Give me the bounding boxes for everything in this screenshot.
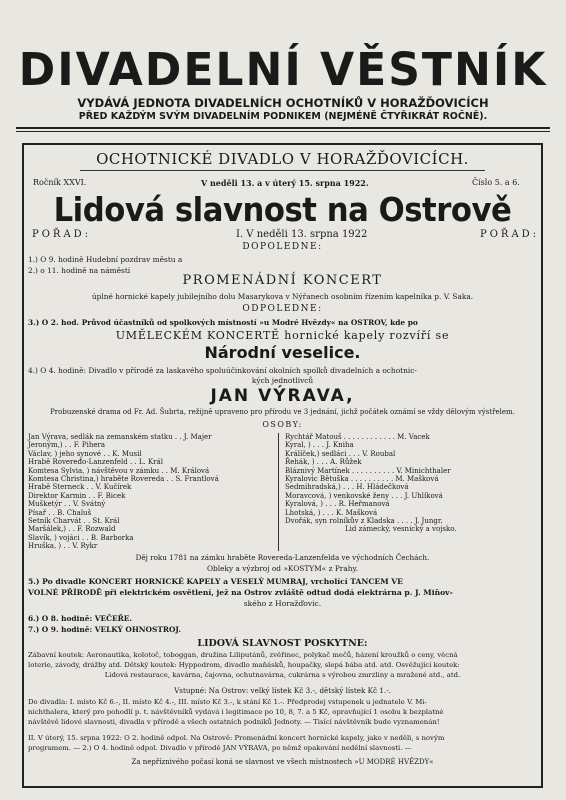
cast-row: Písař . . B. Chaluš [28,508,92,517]
volume: Ročník XXVI. [33,178,87,187]
item-2: 2.) o 11. hodině na náměstí [28,266,131,275]
cast-row: Kyralová, ) . . . R. Heřmanová [285,500,390,509]
item-4: 4.) O 4. hodině: Divadlo v přírodě za laskavého spoluúčinkování okolních spolků divadelních a ochotnic- [28,366,417,375]
cast-row: Václav, ) jeho synové . . K. Musil [28,449,142,458]
day-two-line-2: programem. — 2.) O 4. hodině odpol. Divadlo v přírodě JAN VÝRAVA, po němž opakování nedělní slavnosti. — [28,744,412,752]
costumes-credit: Obleky a výzbroj od »KOSTYM« z Prahy. [206,564,359,573]
day-one-heading: I. V neděli 13. srpna 1922 [236,229,368,240]
cast-row: Mušketýr . . V. Svátný [28,500,106,509]
admission-line-1: Do divadla: I. místo Kč 6.-, II. místo Kč 4.-, III. místo Kč 3.-, k stání Kč 1.-. Předprodej vstupenek u jednatele V. Mi- [28,698,427,706]
admission-island: Vstupné: Na Ostrov: velký lístek Kč 3.-, dětský lístek Kč 1.-. [174,686,391,695]
cast-row: Dvořák, syn rolníkův z Kladska . . . . J. Jungr. [285,517,443,526]
cast-row: Moravcová, ) venkovské ženy . . . J. Uhlíková [285,491,443,500]
item-5-line-3: ského z Horažďovic. [243,599,322,608]
cast-row: Kyralovic Bětuška . . . . . . . . . . M. Mašková [285,475,439,484]
issue-number: Číslo 5. a 6. [472,178,520,187]
cast-row: Komtesa Sylvia, ) návštěvou v zámku . . M. Králová [28,466,210,475]
cast-row: Hruška, ) . . V. Rykr [28,542,98,551]
cast-row: Sedmihradská,) . . . H. Hládečková [285,483,409,492]
cast-row: Maršálek,) . . F. Rozwald [28,525,116,534]
cast-heading: OSOBY: [262,420,303,429]
offers-line-1: Zábavní koutek: Aeronautika, kolotoč, toboggan, družina Liliputánů, zvěřinec, polykač mečů, házení kroužků o ceny, věcná [28,651,458,659]
concert-title: PROMENÁDNÍ KONCERT [182,273,383,288]
offers-line-2: loterie, závody, drážby atd. Dětský koutek: Hyppodrom, divadlo maňásků, houpačky, slepá bába atd. atd. Osvěžující koutek: [28,661,460,669]
cast-row: Slavík, ) vojáci . . B. Barborka [28,533,134,542]
cast-row: Hrabě Roveređo-Lanzenfeld . . L. Král [28,458,163,467]
cast-row: Direktor Karmin . . F. Bicek [28,491,126,500]
program-label-left: POŘAD: [32,229,92,240]
afternoon-heading: ODPOLEDNE: [242,304,323,314]
cast-row: Setník Charvát . . St. Král [28,517,120,526]
masthead: DIVADELNÍ VĚSTNÍK [18,43,548,96]
headline: Lidová slavnost na Ostrově [53,190,512,229]
program-label-right: POŘAD: [480,229,540,240]
frequency-line: PŘED KAŽDÝM SVÝM DIVADELNÍM PODNIKEM (NEJMÉNĚ ČTYŘIKRÁT ROČNĚ). [78,111,488,122]
item-3: 3.) O 2. hod. Průvod účastníků od spolkových místností »u Modré Hvězdy« na OSTROV, kde po [28,318,418,327]
offers-heading: LIDOVÁ SLAVNOST POSKYTNE: [197,638,368,649]
admission-line-2: nichthalera, který pro pohodlí p. t. návštěvníků vydává i legitimace po 10, 8, 7. a 5 Kč, opravňující 1 osobu k bezplatné [28,708,444,716]
top-rule-thin [16,131,550,132]
cast-row: Králíček,) sedláci . . . V. Roubal [285,449,396,458]
day-two-line-1: II. V úterý, 15. srpna 1922: O 2. hodině odpol. Na Ostrově: Promenádní koncert hornické kapely, jako v neděli, s novým [28,734,445,742]
cast-row: Hrabě Sterneck . . V. Kučírek [28,483,132,492]
cast-list-right [285,433,457,534]
cast-row: Lhotská, ) . . . K. Mašková [285,508,378,517]
play-setting: Děj roku 1781 na zámku hraběte Rovereda-Lanzenfelda ve východních Čechách. [135,553,430,562]
item-5: 5.) Po divadle KONCERT HORNICKÉ KAPELY a VESELÝ MUMRAJ, vrcholící TANCEM VE [28,577,403,586]
cast-row: Kyral, ) . . . J. Kniha [285,441,354,450]
item-6: 6.) O 8. hodině: VEČEŘE. [28,614,132,623]
item-4-continuation: kých jednotlivců [251,376,314,385]
cast-row: Komtesa Christina,) hraběte Rovereda . . S. Frantlová [28,475,219,484]
rain-notice: Za nepříznivého počasí koná se slavnost ve všech místnostech »U MODRÉ HVĚZDY« [131,758,434,766]
cast-row: Jeroným,) . . F. Pihera [28,441,106,450]
issue-date: V neděli 13. a v úterý 15. srpna 1922. [201,178,369,188]
morning-heading: DOPOLEDNE: [242,242,323,252]
admission-line-3: návštěvě lidové slavnosti, divadla v přírodě a všech ostatních podniků Jednoty. — Tisící návštěvník bude vyznamenán! [28,718,440,726]
theatre-name: OCHOTNICKÉ DIVADLO V HORAŽĎOVICÍCH. [96,150,469,168]
cast-row: Lid zámecký, vesnický a vojsko. [345,525,457,534]
play-title: JAN VÝRAVA, [210,386,355,406]
play-description: Probuzenské drama od Fr. Ad. Šubrta, režijně upraveno pro přírodu ve 3 jednání, jichž počátek oznámí se vždy dělovým výstřelem. [50,408,515,416]
cast-row: Rychtář Matouš . . . . . . . . . . . . M. Vacek [285,433,430,441]
cast-row: Jan Výrava, sedlák na zemanském statku . . J. Majer [28,433,212,441]
cast-divider [278,433,279,551]
cast-row: Řehák, ) . . . A. Růžek [285,458,362,467]
top-rule [16,127,550,129]
item-5-line-2: VOLNÉ PŘÍRODĚ při elektrickém osvětlení, jež na Ostrov zvláště odtud dodá elektrárna p. J. Miňov- [28,588,453,597]
festival-title: Národní veselice. [204,343,361,362]
item-3-continuation: UMĚLECKÉM KONCERTĚ hornické kapely rozvíří se [115,329,450,342]
cast-row: Bláznivý Martínek . . . . . . . . . . V. Minichthaler [285,466,451,475]
item-1: 1.) O 9. hodině Hudební pozdrav městu a [28,255,183,264]
concert-description: úplné hornické kapely jubilejního dolu Masarykova v Nýřanech osobním řízením kapelníka p. V. Saka. [91,292,474,301]
item-7: 7.) O 9. hodině: VELKÝ OHNOSTROJ. [28,625,181,634]
publisher-line: VYDÁVÁ JEDNOTA DIVADELNÍCH OCHOTNÍKŮ V HORAŽĎOVICÍCH [77,96,489,110]
cast-list-left [28,433,219,551]
theatre-rule [80,170,485,171]
offers-line-3: Lidová restaurace, kavárna, čajovna, ochutnavárna, cukrárna s výrobou zmrzliny a mražené atd., atd. [104,671,461,679]
